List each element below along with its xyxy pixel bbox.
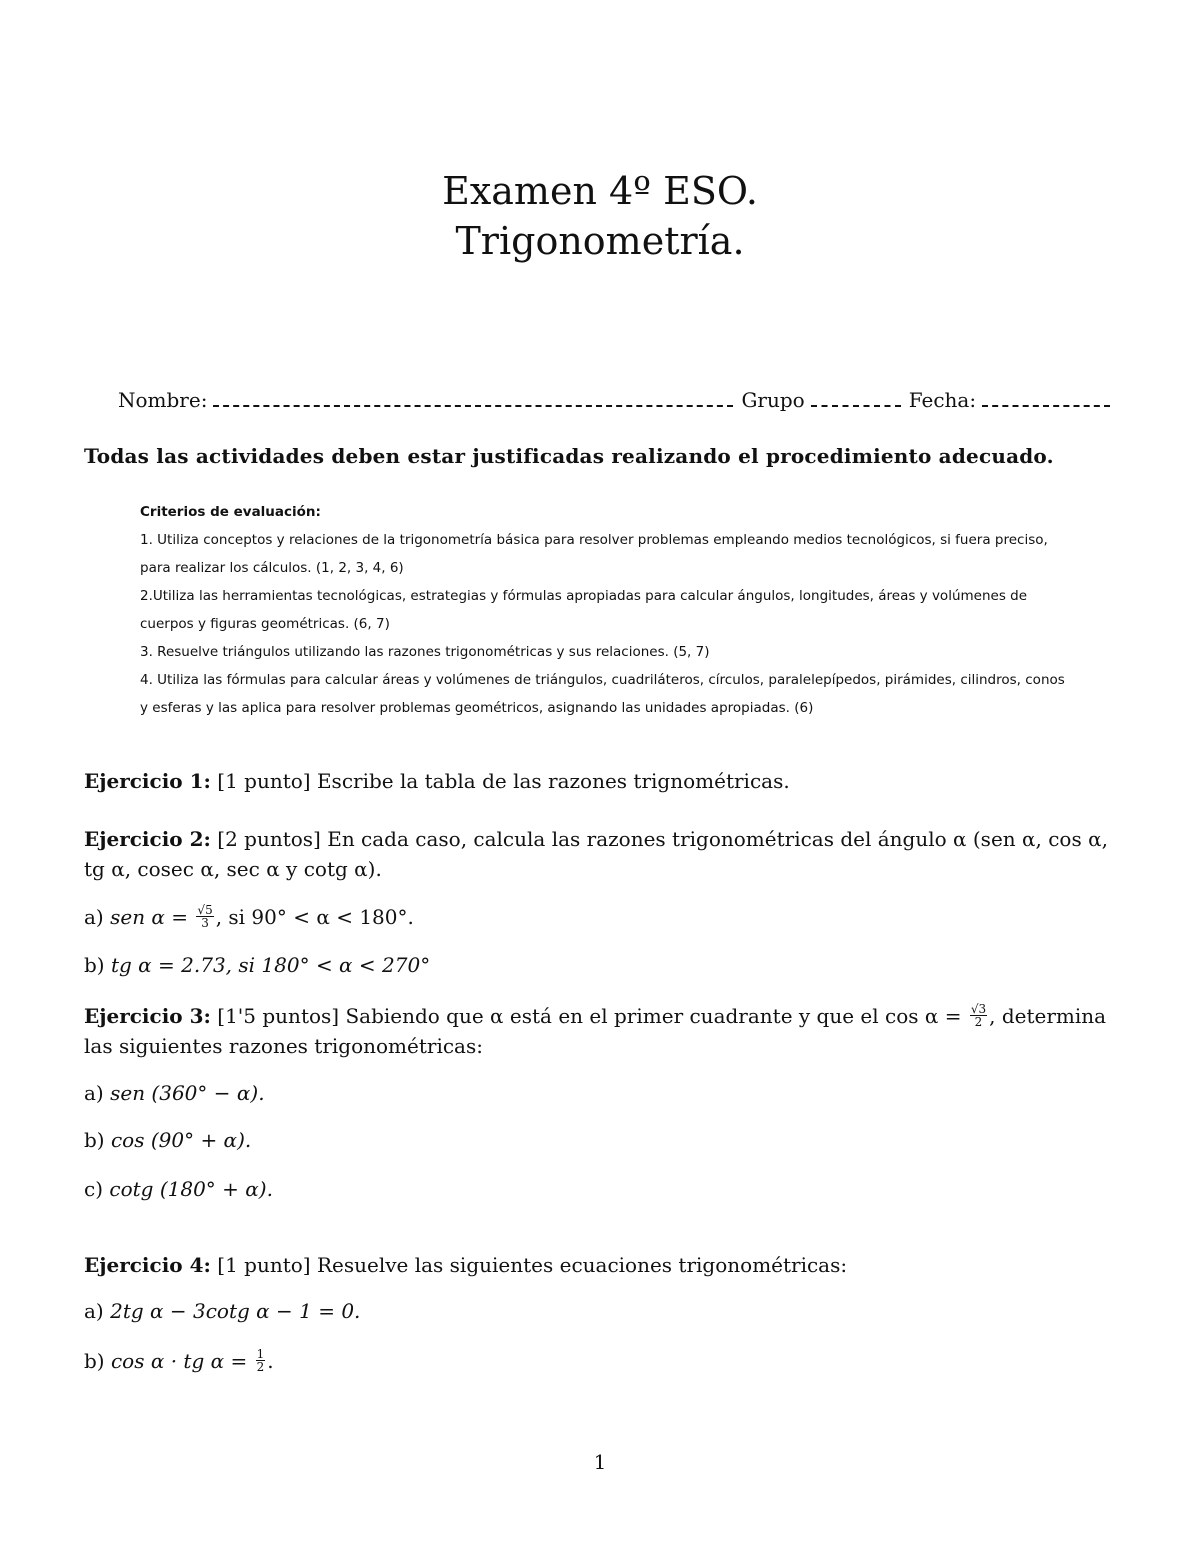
exercise-2 (84, 824, 1120, 884)
formula-rest: , si 90° < α < 180°. (215, 905, 414, 929)
fraction-denominator: 2 (974, 1015, 983, 1029)
formula-rest: . (267, 1349, 274, 1373)
exam-title-line1: Examen 4º ESO. (442, 169, 758, 213)
exercise-3-label: Ejercicio 3: (84, 1004, 211, 1028)
exercise-2-label: Ejercicio 2: (84, 827, 211, 851)
group-label: Grupo (741, 388, 805, 412)
exercise-3-item-b (84, 1125, 251, 1155)
fraction (256, 1348, 266, 1373)
date-label: Fecha: (908, 388, 977, 412)
item-marker: b) (84, 1128, 105, 1152)
instructions: Todas las actividades deben estar justificadas realizando el procedimiento adecuado. (84, 444, 1054, 468)
exercise-3-item-a (84, 1078, 265, 1108)
fraction-numerator: √5 (197, 903, 213, 917)
item-marker: a) (84, 1299, 104, 1323)
exercise-2-item-a (84, 902, 414, 932)
student-info-row (118, 388, 1128, 418)
formula-lhs: cos α · tg α = (110, 1349, 248, 1373)
formula: cotg (180° + α). (109, 1177, 273, 1201)
exercise-3-text-after: , determina las siguientes razones trigonométricas: (84, 1004, 1107, 1058)
group-blank[interactable] (811, 389, 901, 407)
formula: 2tg α − 3cotg α − 1 = 0. (110, 1299, 361, 1323)
fraction (970, 1003, 987, 1028)
exercise-2-item-b (84, 950, 430, 980)
exercise-4-item-b (84, 1346, 274, 1376)
criteria-item: 3. Resuelve triángulos utilizando las razones trigonométricas y sus relaciones. (5, 7) (140, 644, 710, 660)
fraction-denominator: 2 (256, 1360, 265, 1374)
formula-lhs: sen α = (110, 905, 189, 929)
exercise-3 (84, 1001, 1120, 1061)
name-label: Nombre: (118, 388, 208, 412)
fraction-numerator: √3 (970, 1002, 987, 1016)
formula: cos (90° + α). (110, 1128, 252, 1152)
formula: tg α = 2.73, si 180° < α < 270° (110, 953, 431, 977)
exam-title (0, 166, 1200, 266)
exercise-4-label: Ejercicio 4: (84, 1253, 211, 1277)
item-marker: c) (84, 1177, 104, 1201)
exam-title-line2: Trigonometría. (455, 219, 745, 263)
exercise-1-label: Ejercicio 1: (84, 769, 211, 793)
exercise-1 (84, 766, 1120, 796)
exercise-4-item-a (84, 1296, 360, 1326)
criteria-item: 1. Utiliza conceptos y relaciones de la trigonometría básica para resolver problemas empleando medios tecnológicos, si fuera preciso, para realizar los cálculos. (1, 2, 3, 4, 6) (140, 532, 1048, 576)
item-marker: b) (84, 1349, 105, 1373)
page-number: 1 (593, 1450, 607, 1474)
fraction (196, 904, 213, 929)
exercise-3-item-c (84, 1174, 273, 1204)
criteria-title: Criterios de evaluación: (140, 504, 321, 520)
fraction-denominator: 3 (201, 916, 209, 930)
item-marker: b) (84, 953, 105, 977)
date-blank[interactable] (982, 389, 1110, 407)
evaluation-criteria (140, 498, 1070, 722)
exercise-4 (84, 1250, 1120, 1280)
item-marker: a) (84, 1081, 104, 1105)
exercise-4-text: [1 punto] Resuelve las siguientes ecuaciones trigonométricas: (217, 1253, 848, 1277)
criteria-item: 2.Utiliza las herramientas tecnológicas, estrategias y fórmulas apropiadas para calcular ángulos, longitudes, áreas y volúmenes de cuerpos y figuras geométricas. (6, 7) (140, 588, 1028, 632)
exercise-2-text: [2 puntos] En cada caso, calcula las razones trigonométricas del ángulo α (sen α, cos α, tg α, cosec α, sec α y cotg α). (84, 827, 1108, 881)
criteria-item: 4. Utiliza las fórmulas para calcular áreas y volúmenes de triángulos, cuadriláteros, círculos, paralelepípedos, pirámides, cilindros, conos y esferas y las aplica para resolver problemas geométricos, asignando las unidades apropiadas. (6) (140, 672, 1065, 716)
exercise-3-text: [1'5 puntos] Sabiendo que α está en el primer cuadrante y que el cos α = (217, 1004, 962, 1028)
exercise-1-text: [1 punto] Escribe la tabla de las razones trignométricas. (217, 769, 790, 793)
fraction-numerator: 1 (256, 1347, 265, 1361)
item-marker: a) (84, 905, 104, 929)
formula: sen (360° − α). (110, 1081, 265, 1105)
name-blank[interactable] (213, 389, 733, 407)
